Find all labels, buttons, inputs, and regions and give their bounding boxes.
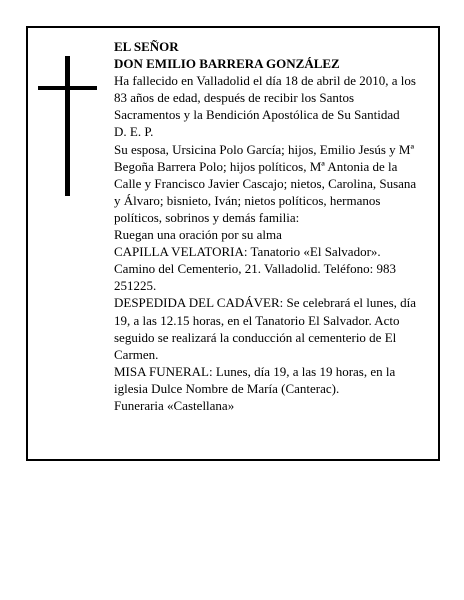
prayer-request: Ruegan una oración por su alma xyxy=(114,227,282,243)
deceased-name: DON EMILIO BARRERA GONZÁLEZ xyxy=(114,56,340,72)
funeral-home: Funeraria «Castellana» xyxy=(114,397,235,413)
wake-chapel-info: CAPILLA VELATORIA: Tanatorio «El Salvador». Camino del Cementerio, 21. Valladolid. Teléfono: 983 251225. xyxy=(114,244,397,294)
notice-title: EL SEÑOR xyxy=(114,39,179,54)
death-announcement: Ha fallecido en Valladolid el día 18 de abril de 2010, a los 83 años de edad, después de recibir los Santos Sacramentos y la Bendición Apostólica de Su Santidad xyxy=(114,73,416,123)
family-list: Su esposa, Ursicina Polo García; hijos, Emilio Jesús y Mª Begoña Barrera Polo; hijos políticos, Mª Antonia de la Calle y Francisco Javier Cascajo; nietos, Carolina, Susana y Álvaro; bisnieto, Iván; nietos políticos, hermanos políticos, sobrinos y demás familia: xyxy=(114,141,417,225)
cross-vertical-bar xyxy=(65,56,70,196)
cross-horizontal-bar xyxy=(38,86,97,90)
obituary-text xyxy=(114,38,418,414)
rest-in-peace: D. E. P. xyxy=(114,124,154,140)
farewell-info: DESPEDIDA DEL CADÁVER: Se celebrará el lunes, día 19, a las 12.15 horas, en el Tanatorio El Salvador. Acto seguido se realizará la conducción al cementerio de El Carmen. xyxy=(114,295,417,362)
funeral-mass-info: MISA FUNERAL: Lunes, día 19, a las 19 horas, en la iglesia Dulce Nombre de María (Canterac). xyxy=(114,363,396,396)
